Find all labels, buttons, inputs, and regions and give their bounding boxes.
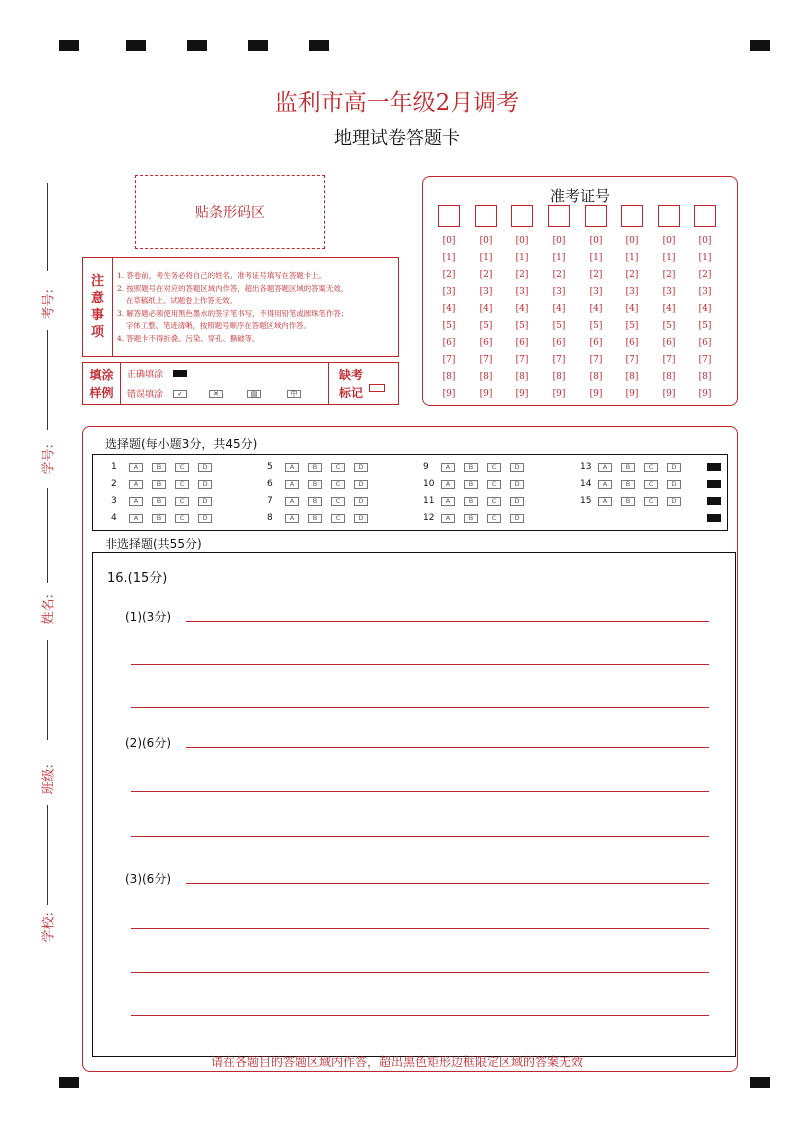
exam-id-digit-bubble[interactable]: [4] (442, 304, 456, 314)
exam-id-digit-bubble[interactable]: [3] (662, 287, 676, 297)
exam-id-digit-bubble[interactable]: [6] (552, 338, 566, 348)
question-number: 8 (267, 513, 273, 523)
notice-heading-char: 注 (90, 274, 104, 289)
answer-line[interactable] (131, 928, 709, 929)
choice-question-row (111, 512, 221, 524)
exam-id-digit-bubble[interactable]: [5] (442, 321, 456, 331)
option-bubble[interactable]: C (487, 480, 501, 489)
exam-id-digit-bubble[interactable]: [8] (589, 372, 603, 382)
nonchoice-section-title: 非选择题(共55分) (105, 537, 202, 551)
exam-id-digit-bubble[interactable]: [0] (589, 236, 603, 246)
missing-checkbox[interactable] (369, 384, 385, 392)
option-bubble[interactable]: C (331, 497, 345, 506)
option-bubble[interactable]: B (152, 497, 166, 506)
option-bubble[interactable]: B (308, 514, 322, 523)
notice-box (82, 257, 399, 357)
option-bubble[interactable]: A (441, 480, 455, 489)
option-bubble[interactable]: B (464, 463, 478, 472)
question-number: 9 (423, 462, 429, 472)
question-number: 2 (111, 479, 117, 489)
exam-id-digit-bubble[interactable]: [5] (625, 321, 639, 331)
option-bubble[interactable]: B (621, 463, 635, 472)
option-bubble[interactable]: A (598, 480, 612, 489)
side-divider (47, 330, 48, 430)
exam-id-column (658, 205, 682, 403)
choice-section-title: 选择题(每小题3分，共45分) (105, 437, 258, 451)
exam-id-column (475, 205, 499, 403)
option-bubble[interactable]: D (354, 480, 368, 489)
notice-item: 字体工整、笔迹清晰，按照题号顺序在答题区域内作答。 (126, 321, 311, 331)
option-bubble[interactable]: D (667, 463, 681, 472)
exam-id-digit-bubble[interactable]: [1] (442, 253, 456, 263)
option-bubble[interactable]: C (175, 463, 189, 472)
exam-id-digit-bubble[interactable]: [3] (589, 287, 603, 297)
exam-id-column (438, 205, 462, 403)
answer-line[interactable] (131, 664, 709, 665)
side-divider (47, 805, 48, 905)
answer-line[interactable] (186, 883, 709, 884)
choice-box (92, 454, 728, 531)
page-title: 监利市高一年级2月调考 (274, 90, 520, 116)
side-label-exam-no: 考号: (41, 289, 57, 320)
choice-question-row (267, 478, 377, 490)
exam-id-digit-bubble[interactable]: [4] (479, 304, 493, 314)
exam-id-digit-bubble[interactable]: [1] (589, 253, 603, 263)
answer-line[interactable] (131, 972, 709, 973)
exam-id-digit-bubble[interactable]: [3] (442, 287, 456, 297)
option-bubble[interactable]: C (175, 497, 189, 506)
answer-line[interactable] (186, 747, 709, 748)
choice-question-row (111, 478, 221, 490)
exam-id-digit-bubble[interactable]: [4] (625, 304, 639, 314)
exam-id-digit-bubble[interactable]: [9] (479, 389, 493, 399)
exam-id-digit-bubble[interactable]: [2] (662, 270, 676, 280)
question-number: 13 (580, 462, 592, 472)
option-bubble[interactable]: B (308, 497, 322, 506)
choice-question-row (111, 495, 221, 507)
exam-id-digit-bubble[interactable]: [5] (589, 321, 603, 331)
part-2-label: (2)(6分) (125, 736, 171, 750)
option-bubble[interactable]: A (129, 463, 143, 472)
notice-heading-char: 意 (90, 291, 104, 306)
question-number: 3 (111, 496, 117, 506)
side-label-class: 班级: (41, 764, 57, 795)
exam-id-digit-bubble[interactable]: [5] (552, 321, 566, 331)
notice-heading-char: 项 (90, 325, 104, 340)
answer-line[interactable] (131, 791, 709, 792)
option-bubble[interactable]: D (354, 463, 368, 472)
exam-id-digit-bubble[interactable]: [7] (479, 355, 493, 365)
option-bubble[interactable]: B (464, 480, 478, 489)
option-bubble[interactable]: D (667, 497, 681, 506)
question-number: 10 (423, 479, 435, 489)
exam-id-digit-bubble[interactable]: [5] (479, 321, 493, 331)
exam-id-digit-bubble[interactable]: [2] (515, 270, 529, 280)
option-bubble[interactable]: D (198, 480, 212, 489)
choice-question-row (267, 461, 377, 473)
timing-mark (187, 40, 207, 51)
choice-question-row (111, 461, 221, 473)
exam-id-digit-bubble[interactable]: [9] (589, 389, 603, 399)
choice-question-row (580, 478, 690, 490)
answer-line[interactable] (131, 707, 709, 708)
fill-example-heading (83, 363, 121, 404)
question-number: 1 (111, 462, 117, 472)
exam-id-digit-bubble[interactable]: [1] (625, 253, 639, 263)
exam-id-digit-bubble[interactable]: [6] (442, 338, 456, 348)
option-bubble[interactable]: A (285, 463, 299, 472)
notice-item: 1. 答卷前，考生务必将自己的姓名、准考证号填写在答题卡上。 (117, 271, 326, 280)
question-number: 7 (267, 496, 273, 506)
option-bubble[interactable]: D (510, 514, 524, 523)
exam-id-digit-bubble[interactable]: [7] (589, 355, 603, 365)
option-bubble[interactable]: C (644, 497, 658, 506)
notice-list (117, 270, 397, 346)
exam-id-digit-bubble[interactable]: [5] (515, 321, 529, 331)
exam-id-digit-box[interactable] (585, 205, 607, 227)
exam-id-digit-bubble[interactable]: [3] (479, 287, 493, 297)
timing-mark (59, 40, 79, 51)
exam-id-digit-bubble[interactable]: [8] (515, 372, 529, 382)
exam-id-digit-bubble[interactable]: [6] (479, 338, 493, 348)
nonchoice-box (92, 552, 736, 1057)
exam-id-digit-bubble[interactable]: [9] (442, 389, 456, 399)
option-bubble[interactable]: A (285, 497, 299, 506)
option-bubble[interactable]: B (308, 463, 322, 472)
exam-id-digit-bubble[interactable]: [9] (698, 389, 712, 399)
notice-heading-char: 事 (90, 308, 104, 323)
choice-question-row (267, 512, 377, 524)
barcode-label: 贴条形码区 (195, 205, 265, 221)
exam-id-box (422, 176, 738, 406)
choice-question-row (580, 495, 690, 507)
exam-id-digit-bubble[interactable]: [8] (479, 372, 493, 382)
answer-line[interactable] (186, 621, 709, 622)
exam-id-digit-bubble[interactable]: [3] (698, 287, 712, 297)
option-bubble[interactable]: B (621, 480, 635, 489)
exam-id-digit-bubble[interactable]: [7] (442, 355, 456, 365)
exam-id-digit-box[interactable] (621, 205, 643, 227)
option-bubble[interactable]: D (510, 497, 524, 506)
exam-id-digit-bubble[interactable]: [6] (625, 338, 639, 348)
choice-question-row (423, 512, 533, 524)
exam-id-digit-bubble[interactable]: [2] (442, 270, 456, 280)
question-number: 4 (111, 513, 117, 523)
correct-fill-label: 正确填涂 (127, 370, 164, 380)
exam-id-digit-bubble[interactable]: [7] (515, 355, 529, 365)
exam-id-digit-box[interactable] (658, 205, 680, 227)
page-subtitle: 地理试卷答题卡 (334, 128, 460, 149)
part-3-label: (3)(6分) (125, 872, 171, 886)
wrong-fill-mark: 中 (287, 390, 301, 398)
option-bubble[interactable]: B (152, 480, 166, 489)
option-bubble[interactable]: A (441, 514, 455, 523)
option-bubble[interactable]: A (285, 514, 299, 523)
wrong-fill-mark: ▤ (247, 390, 261, 398)
timing-mark (309, 40, 329, 51)
exam-id-digit-bubble[interactable]: [2] (479, 270, 493, 280)
option-bubble[interactable]: A (441, 497, 455, 506)
option-bubble[interactable]: C (331, 480, 345, 489)
missing-label-line: 缺考 (339, 367, 364, 382)
exam-id-title: 准考证号 (549, 187, 610, 205)
exam-id-digit-bubble[interactable]: [0] (662, 236, 676, 246)
exam-id-digit-bubble[interactable]: [7] (552, 355, 566, 365)
option-bubble[interactable]: C (487, 514, 501, 523)
notice-item: 2. 按照题号在对应的答题区域内作答，超出各题答题区域的答案无效， (117, 283, 349, 293)
question-number: 12 (423, 513, 435, 523)
option-bubble[interactable]: C (331, 514, 345, 523)
footer-note: 请在各题目的答题区域内作答，超出黑色矩形边框限定区域的答案无效 (210, 1055, 583, 1069)
exam-id-digit-bubble[interactable]: [0] (479, 236, 493, 246)
timing-mark (750, 1077, 770, 1088)
exam-id-digit-bubble[interactable]: [9] (552, 389, 566, 399)
exam-id-digit-bubble[interactable]: [0] (625, 236, 639, 246)
exam-id-digit-bubble[interactable]: [1] (479, 253, 493, 263)
answer-line[interactable] (131, 836, 709, 837)
question-number: 5 (267, 462, 273, 472)
option-bubble[interactable]: A (598, 463, 612, 472)
choice-question-row (423, 461, 533, 473)
option-bubble[interactable]: B (621, 497, 635, 506)
exam-id-digit-box[interactable] (511, 205, 533, 227)
exam-id-digit-bubble[interactable]: [9] (625, 389, 639, 399)
option-bubble[interactable]: B (464, 514, 478, 523)
exam-id-digit-bubble[interactable]: [6] (589, 338, 603, 348)
answer-line[interactable] (131, 1015, 709, 1016)
part-1-label: (1)(3分) (125, 610, 171, 624)
exam-id-digit-bubble[interactable]: [6] (698, 338, 712, 348)
exam-id-column (621, 205, 645, 403)
exam-id-digit-bubble[interactable]: [1] (698, 253, 712, 263)
exam-id-digit-bubble[interactable]: [0] (515, 236, 529, 246)
option-bubble[interactable]: D (198, 497, 212, 506)
option-bubble[interactable]: A (129, 480, 143, 489)
exam-id-digit-bubble[interactable]: [2] (625, 270, 639, 280)
option-bubble[interactable]: D (198, 514, 212, 523)
option-bubble[interactable]: C (175, 514, 189, 523)
option-bubble[interactable]: C (487, 463, 501, 472)
exam-id-digit-bubble[interactable]: [4] (515, 304, 529, 314)
barcode-area (135, 175, 325, 249)
row-timing-mark (707, 463, 721, 471)
exam-id-digit-box[interactable] (438, 205, 460, 227)
exam-id-digit-bubble[interactable]: [3] (515, 287, 529, 297)
answer-area (82, 426, 738, 1072)
exam-id-digit-box[interactable] (475, 205, 497, 227)
question-number: 6 (267, 479, 273, 489)
option-bubble[interactable]: D (354, 514, 368, 523)
option-bubble[interactable]: D (354, 497, 368, 506)
notice-item: 4. 答题卡不得折叠、污染、穿孔、撕破等。 (117, 333, 260, 343)
option-bubble[interactable]: D (510, 480, 524, 489)
exam-id-digit-bubble[interactable]: [8] (625, 372, 639, 382)
option-bubble[interactable]: A (129, 497, 143, 506)
option-bubble[interactable]: A (598, 497, 612, 506)
timing-mark (750, 40, 770, 51)
option-bubble[interactable]: D (510, 463, 524, 472)
question-number: 11 (423, 496, 435, 506)
exam-id-digit-bubble[interactable]: [7] (698, 355, 712, 365)
question-number: 14 (580, 479, 592, 489)
option-bubble[interactable]: B (464, 497, 478, 506)
notice-item: 3. 解答题必须使用黑色墨水的签字笔书写，不得用铅笔或圆珠笔作答； (117, 308, 349, 318)
exam-id-digit-bubble[interactable]: [5] (698, 321, 712, 331)
side-label-name: 姓名: (41, 594, 57, 625)
option-bubble[interactable]: D (667, 480, 681, 489)
timing-mark (59, 1077, 79, 1088)
option-bubble[interactable]: D (198, 463, 212, 472)
exam-id-digit-bubble[interactable]: [4] (698, 304, 712, 314)
option-bubble[interactable]: B (152, 463, 166, 472)
exam-id-digit-bubble[interactable]: [4] (552, 304, 566, 314)
correct-fill-mark (173, 370, 187, 377)
timing-mark (248, 40, 268, 51)
choice-question-row (580, 461, 690, 473)
exam-id-digit-bubble[interactable]: [2] (552, 270, 566, 280)
exam-id-digit-bubble[interactable]: [8] (442, 372, 456, 382)
exam-id-digit-bubble[interactable]: [3] (552, 287, 566, 297)
option-bubble[interactable]: B (152, 514, 166, 523)
wrong-fill-label: 错误填涂 (127, 390, 164, 400)
exam-id-digit-bubble[interactable]: [0] (442, 236, 456, 246)
missing-label (339, 366, 363, 402)
side-label-student-no: 学号: (41, 444, 57, 475)
exam-id-digit-bubble[interactable]: [2] (698, 270, 712, 280)
option-bubble[interactable]: C (175, 480, 189, 489)
exam-id-column (585, 205, 609, 403)
side-divider (47, 488, 48, 583)
exam-id-digit-bubble[interactable]: [0] (698, 236, 712, 246)
question-number: 15 (580, 496, 592, 506)
timing-mark (126, 40, 146, 51)
row-timing-mark (707, 514, 721, 522)
fill-example-box (82, 362, 399, 405)
option-bubble[interactable]: A (441, 463, 455, 472)
side-label-school: 学校: (41, 912, 57, 943)
exam-id-digit-bubble[interactable]: [2] (589, 270, 603, 280)
exam-id-digit-bubble[interactable]: [3] (625, 287, 639, 297)
exam-id-digit-bubble[interactable]: [1] (662, 253, 676, 263)
exam-id-digit-bubble[interactable]: [0] (552, 236, 566, 246)
exam-id-digit-bubble[interactable]: [6] (662, 338, 676, 348)
missing-mark-area (328, 363, 398, 404)
choice-question-row (267, 495, 377, 507)
exam-id-column (694, 205, 718, 403)
side-divider (47, 640, 48, 740)
notice-heading (83, 258, 113, 356)
exam-id-column (548, 205, 572, 403)
exam-id-digit-bubble[interactable]: [7] (625, 355, 639, 365)
exam-id-digit-bubble[interactable]: [8] (662, 372, 676, 382)
fill-heading-line: 填涂 (89, 367, 114, 382)
exam-id-digit-bubble[interactable]: [6] (515, 338, 529, 348)
question-16-label: 16.(15分) (107, 571, 168, 586)
exam-id-digit-bubble[interactable]: [4] (662, 304, 676, 314)
choice-question-row (423, 495, 533, 507)
option-bubble[interactable]: B (308, 480, 322, 489)
exam-id-digit-bubble[interactable]: [5] (662, 321, 676, 331)
wrong-fill-mark: ✕ (209, 390, 223, 398)
option-bubble[interactable]: A (129, 514, 143, 523)
exam-id-digit-bubble[interactable]: [8] (552, 372, 566, 382)
row-timing-mark (707, 480, 721, 488)
side-divider (47, 183, 48, 271)
exam-id-digit-bubble[interactable]: [1] (552, 253, 566, 263)
missing-label-line: 标记 (339, 385, 364, 400)
exam-id-digit-bubble[interactable]: [9] (515, 389, 529, 399)
notice-item: 在草稿纸上、试题卷上作答无效。 (126, 296, 237, 306)
option-bubble[interactable]: C (487, 497, 501, 506)
option-bubble[interactable]: C (644, 480, 658, 489)
wrong-fill-mark: ✓ (173, 390, 187, 398)
option-bubble[interactable]: C (644, 463, 658, 472)
row-timing-mark (707, 497, 721, 505)
exam-id-digit-bubble[interactable]: [8] (698, 372, 712, 382)
exam-id-column (511, 205, 535, 403)
exam-id-digit-box[interactable] (694, 205, 716, 227)
choice-question-row (423, 478, 533, 490)
fill-heading-line: 样例 (89, 385, 114, 400)
exam-id-digit-box[interactable] (548, 205, 570, 227)
option-bubble[interactable]: C (331, 463, 345, 472)
exam-id-digit-bubble[interactable]: [9] (662, 389, 676, 399)
exam-id-digit-bubble[interactable]: [4] (589, 304, 603, 314)
exam-id-digit-bubble[interactable]: [1] (515, 253, 529, 263)
exam-id-digit-bubble[interactable]: [7] (662, 355, 676, 365)
option-bubble[interactable]: A (285, 480, 299, 489)
